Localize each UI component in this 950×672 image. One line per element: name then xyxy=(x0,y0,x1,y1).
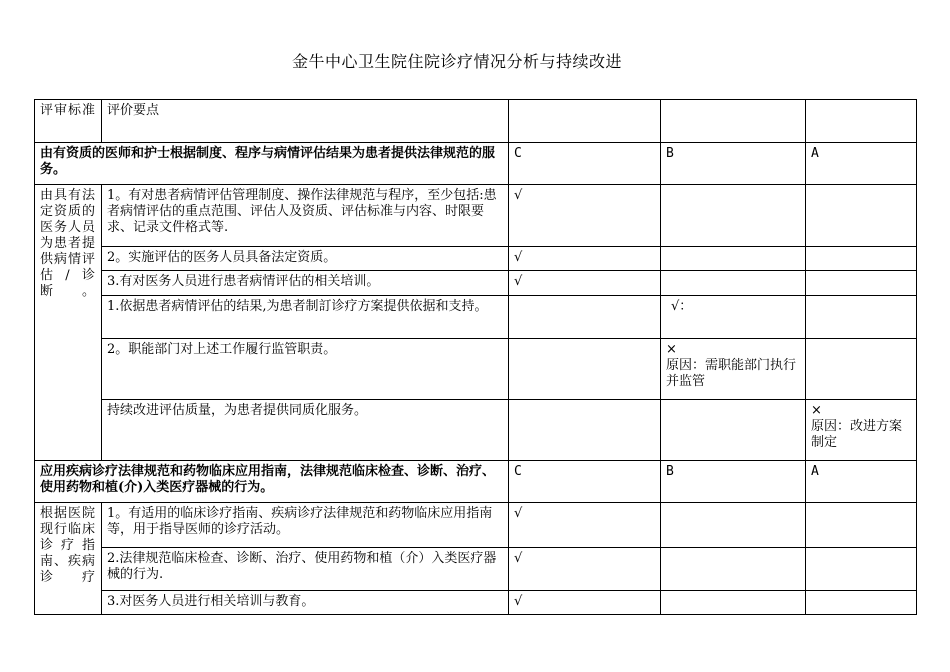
mark-a xyxy=(806,591,917,615)
mark-c xyxy=(509,296,661,339)
mark-b xyxy=(661,185,806,247)
evaluation-point: 2.法律规范临床检查、诊断、治疗、使用药物和植（介）入类医疗器械的行为. xyxy=(102,548,509,591)
table-row xyxy=(35,296,917,339)
grade-c-label: C xyxy=(509,461,661,503)
grade-b-label: B xyxy=(661,461,806,503)
mark-b xyxy=(661,271,806,296)
section1-standard: 由具有法定资质的医务人员为患者提供病情评估/诊断。 xyxy=(35,185,102,461)
evaluation-point: 1。有对患者病情评估管理制度、操作法律规范与程序，至少包括:患者病情评估的重点范围、评估人及资质、评估标准与内容、时限要求、记录文件格式等. xyxy=(102,185,509,247)
section1-heading: 由有资质的医师和护士根据制度、程序与病情评估结果为患者提供法律规范的服务。 xyxy=(35,143,509,185)
mark-a xyxy=(806,271,917,296)
mark-c xyxy=(509,339,661,400)
mark-b xyxy=(661,591,806,615)
mark-a xyxy=(806,548,917,591)
evaluation-point: 2。实施评估的医务人员具备法定资质。 xyxy=(102,247,509,271)
mark-c xyxy=(509,400,661,461)
evaluation-point: 2。职能部门对上述工作履行监管职责。 xyxy=(102,339,509,400)
document-title: 金牛中心卫生院住院诊疗情况分析与持续改进 xyxy=(291,52,622,71)
section-heading-row xyxy=(35,143,917,185)
section2-heading: 应用疾病诊疗法律规范和药物临床应用指南，法律规范临床检查、诊断、治疗、使用药物和植(介)入类医疗器械的行为。 xyxy=(35,461,509,503)
table-row xyxy=(35,271,917,296)
header-empty-a xyxy=(806,100,917,143)
evaluation-point: 3.有对医务人员进行患者病情评估的相关培训。 xyxy=(102,271,509,296)
table-row xyxy=(35,548,917,591)
mark-b: √： xyxy=(661,296,806,339)
table-header-row xyxy=(35,100,917,143)
grade-b-label: B xyxy=(661,143,806,185)
mark-c: √ xyxy=(509,185,661,247)
evaluation-point: 持续改进评估质量，为患者提供同质化服务。 xyxy=(102,400,509,461)
mark-b xyxy=(661,400,806,461)
header-empty-c xyxy=(509,100,661,143)
mark-b xyxy=(661,503,806,548)
table-row xyxy=(35,591,917,615)
mark-a xyxy=(806,400,917,461)
grade-a-label: A xyxy=(806,143,917,185)
mark-c: √ xyxy=(509,503,661,548)
cross-mark: × xyxy=(811,403,822,418)
cross-mark: × xyxy=(666,342,677,357)
grade-a-label: A xyxy=(806,461,917,503)
table-row xyxy=(35,247,917,271)
section2-standard: 根据医院现行临床诊疗指南、疾病诊疗 xyxy=(35,503,102,615)
reason-text: 原因：改进方案制定 xyxy=(811,419,903,450)
mark-a xyxy=(806,296,917,339)
mark-a xyxy=(806,339,917,400)
mark-c: √ xyxy=(509,548,661,591)
header-empty-b xyxy=(661,100,806,143)
grade-c-label: C xyxy=(509,143,661,185)
reason-text: 原因：需职能部门执行并监管 xyxy=(666,358,797,389)
header-standard: 评审标准 xyxy=(35,100,102,143)
mark-b xyxy=(661,548,806,591)
table-row xyxy=(35,339,917,400)
section-heading-row xyxy=(35,461,917,503)
evaluation-point: 1。有适用的临床诊疗指南、疾病诊疗法律规范和药物临床应用指南等，用于指导医师的诊疗活动。 xyxy=(102,503,509,548)
mark-c: √ xyxy=(509,247,661,271)
mark-a xyxy=(806,247,917,271)
evaluation-point: 1.依据患者病情评估的结果,为患者制訂诊疗方案提供依据和支持。 xyxy=(102,296,509,339)
mark-b xyxy=(661,339,806,400)
header-points: 评价要点 xyxy=(102,100,509,143)
evaluation-point: 3.对医务人员进行相关培训与教育。 xyxy=(102,591,509,615)
mark-c: √ xyxy=(509,591,661,615)
mark-c: √ xyxy=(509,271,661,296)
table-row xyxy=(35,400,917,461)
mark-b xyxy=(661,247,806,271)
mark-a xyxy=(806,185,917,247)
assessment-table xyxy=(34,99,917,615)
table-row xyxy=(35,503,917,548)
table-row xyxy=(35,185,917,247)
mark-a xyxy=(806,503,917,548)
